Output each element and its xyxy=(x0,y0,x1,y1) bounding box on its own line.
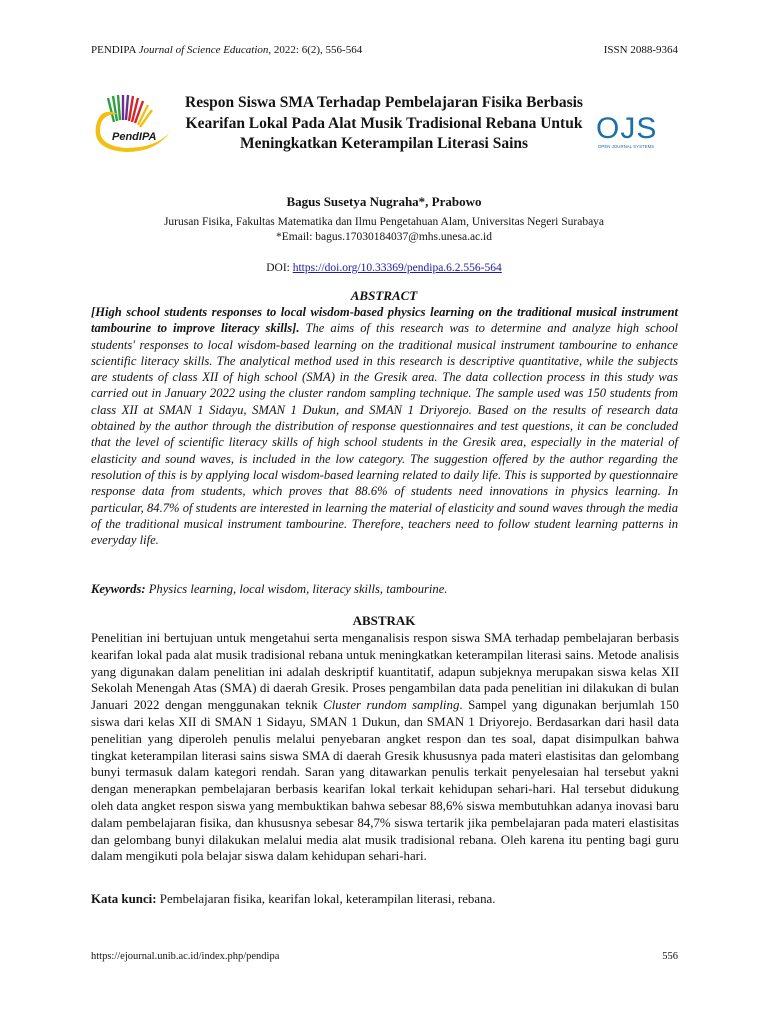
doi-link[interactable]: https://doi.org/10.33369/pendipa.6.2.556-564 xyxy=(292,262,502,274)
affiliation-block xyxy=(0,215,768,245)
running-footer xyxy=(91,951,678,962)
abstract-lead: [High school students responses to local wisdom-based physics learning on the traditional musical instrument tambourine to improve literacy skills]. xyxy=(91,305,678,336)
kata-kunci-label: Kata kunci: xyxy=(91,892,157,906)
footer-url: https://ejournal.unib.ac.id/index.php/pendipa xyxy=(91,951,280,962)
pendipa-logo xyxy=(86,92,178,154)
authors: Bagus Susetya Nugraha*, Prabowo xyxy=(286,194,482,209)
corresponding-email: *Email: bagus.17030184037@mhs.unesa.ac.id xyxy=(276,231,492,243)
abstrak-indonesian xyxy=(91,630,679,865)
abstract-body: The aims of this research was to determine and analyze high school students' responses to local wisdom-based learning on the traditional musical instrument tambourine to enhance scientific literacy skills. The analytical method used in this research is descriptive quantitative, while the subjects are students of class XII of high school (SMA) in the Gresik area. The data collection process in this study was carried out in January 2022 using the cluster random sampling technique. The sample used was 150 students from class XII at SMAN 1 Sidayu, SMAN 1 Dukun, and SMAN 1 Driyorejo. Based on the results of research data obtained by the author through the distribution of response questionnaires and test questions, it can be concluded that the level of scientific literacy skills of high school students in the Gresik area, especially in the material of elasticity and sound waves, is included in the low category. The suggestion offered by the author regarding the resolution of this is by applying local wisdom-based learning related to daily life. This is supported by questionnaire response data from students, which proves that 88.6% of students need innovations in physics learning. In particular, 84.7% of students are interested in learning the material of elasticity and sound waves through the media of the traditional musical instrument tambourine. Therefore, teachers need to follow student learning patterns in everyday life. xyxy=(91,321,678,548)
ojs-wordmark: OJS xyxy=(596,112,658,145)
abstrak-part2: . Sampel yang digunakan berjumlah 150 siswa dari kelas XII di SMAN 1 Sidayu, SMAN 1 Dukun, dan SMAN 1 Driyorejo. Berdasarkan dari hasil data penelitian yang diperoleh penulis melalui penyebaran angket respon dan tes soal, dapat disimpulkan bahwa tingkat keterampilan literasi sains siswa SMA di daerah Gresik khususnya pada materi elastisitas dan gelombang bunyi termasuk dalam kategori rendah. Saran yang ditawarkan penulis terkait penyelesaian hal tersebut yakni dengan menerapkan pembelajaran berbasis kearifan lokal terkait kehidupan sehari-hari. Hal tersebut didukung oleh data angket respon siswa yang membuktikan bahwa sebesar 88,6% siswa membutuhkan adanya inovasi baru dalam pembelajaran fisika, dan khususnya sebesar 84,7% siswa tertarik jika pembelajaran pada materi elastisitas dan gelombang bunyi dilakukan melalui media alat musik tradisional rebana. Oleh karena itu penting bagi guru dalam mengikuti pola belajar siswa dalam kehidupan sehari-hari. xyxy=(91,698,679,864)
logo-wordmark: PendIPA xyxy=(112,131,157,143)
keywords-label: Keywords: xyxy=(91,582,146,596)
abstract-heading: ABSTRACT xyxy=(350,288,418,303)
page-number: 556 xyxy=(662,951,678,962)
keywords-text: Physics learning, local wisdom, literacy skills, tambourine. xyxy=(145,582,448,596)
ojs-subtext: OPEN JOURNAL SYSTEMS xyxy=(598,144,655,149)
doi-label: DOI: xyxy=(266,262,290,274)
keywords-indonesian xyxy=(91,892,679,907)
abstrak-italic-term: Cluster rundom sampling xyxy=(323,698,460,713)
abstrak-part1: Penelitian ini bertujuan untuk mengetahui serta menganalisis respon siswa SMA terhadap pembelajaran berbasis kearifan lokal pada alat musik tradisional rebana untuk meningkatkan keterampilan literasi sains. Metode analisis yang digunakan dalam penelitian ini adalah deskriptif kuantitatif, adapun subjeknya merupakan siswa kelas XII Sekolah Menengah Atas (SMA) di daerah Gresik. Proses pengambilan data pada penelitian ini dilakukan di bulan Januari 2022 dengan menggunakan teknik xyxy=(91,631,679,713)
paper-title: Respon Siswa SMA Terhadap Pembelajaran Fisika Berbasis Kearifan Lokal Pada Alat Musik Tradisional Rebana Untuk Meningkatkan Keterampilan Literasi Sains xyxy=(185,94,583,152)
journal-citation: PENDIPA Journal of Science Education, 2022: 6(2), 556-564 xyxy=(91,44,363,56)
logo-rays xyxy=(108,95,152,127)
abstract-english xyxy=(91,304,678,548)
running-header xyxy=(91,44,678,56)
issn: ISSN 2088-9364 xyxy=(603,44,678,56)
affiliation: Jurusan Fisika, Fakultas Matematika dan Ilmu Pengetahuan Alam, Universitas Negeri Surabaya xyxy=(163,216,605,228)
ojs-logo xyxy=(594,108,670,158)
keywords-english xyxy=(91,582,678,597)
abstrak-heading: ABSTRAK xyxy=(352,613,416,628)
doi-line xyxy=(0,262,768,274)
kata-kunci-text: Pembelajaran fisika, kearifan lokal, keterampilan literasi, rebana. xyxy=(156,892,496,906)
